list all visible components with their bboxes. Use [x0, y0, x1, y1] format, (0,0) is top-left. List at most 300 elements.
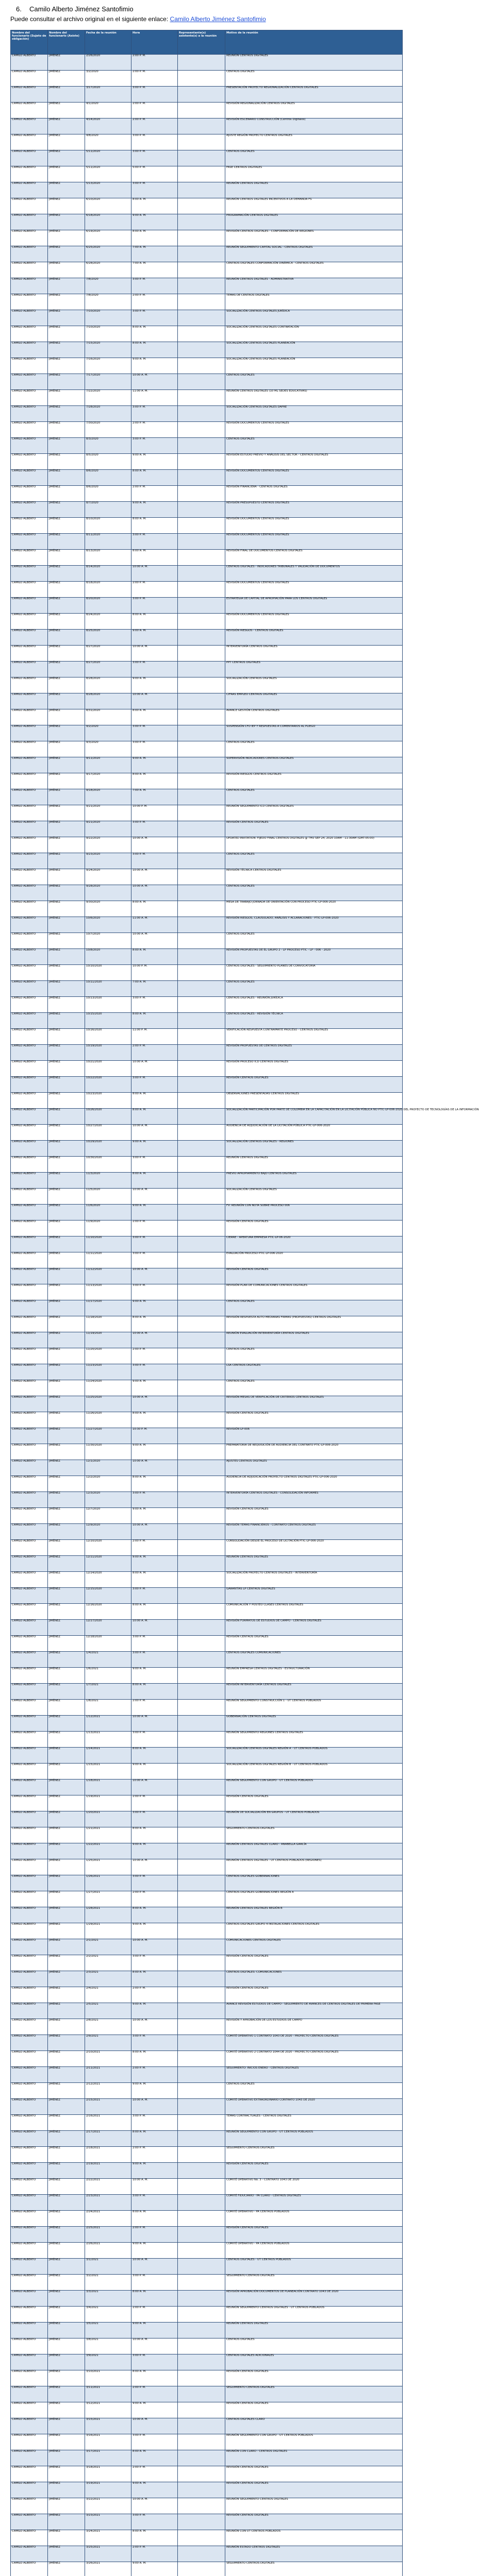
cell-time: 2:00 P. M.	[131, 118, 178, 134]
cell-date: 2/17/2021	[85, 2131, 131, 2147]
cell-attendee: JIMÉNEZ	[48, 502, 85, 518]
cell-reason: PREVIO APROPIAMIENTO BAJO CENTROS DIGITALES	[225, 1173, 403, 1189]
cell-reason: REUNIÓN CENTROS DIGITALES	[225, 1556, 403, 1572]
cell-official: CAMILO ALBERTO	[11, 725, 48, 741]
cell-date: 3/9/2021	[85, 2354, 131, 2370]
cell-reason: REUNIÓN CENTROS DIGITALES INCENTIVOS A LA DEMANDA FS	[225, 198, 403, 214]
cell-attendee: JIMÉNEZ	[48, 1332, 85, 1348]
cell-representatives	[178, 2562, 225, 2576]
cell-time: 8:00 A. M.	[131, 326, 178, 342]
cell-official: CAMILO ALBERTO	[11, 1875, 48, 1891]
cell-attendee: JIMÉNEZ	[48, 486, 85, 502]
cell-attendee: JIMÉNEZ	[48, 1891, 85, 1907]
cell-reason: REVISIÓN PROCESO ICD CENTROS DIGITALES	[225, 1061, 403, 1077]
cell-reason: REVISIÓN ESCENARIO CONSTRUCCIÓN (Centros Digitales)	[225, 118, 403, 134]
cell-time: 10:00 A. M.	[131, 1332, 178, 1348]
table-row	[11, 294, 403, 310]
cell-official: CAMILO ALBERTO	[11, 1668, 48, 1684]
cell-reason: CENTROS DIGITALES	[225, 933, 403, 949]
cell-reason: SOCIALIZACIÓN CENTROS DIGITALES REGIÓN A - UT CENTROS POBLADOS	[225, 1748, 403, 1764]
cell-date: 11/23/2020	[85, 1364, 131, 1380]
cell-reason: CENTROS DIGITALES	[225, 885, 403, 901]
cell-official: CAMILO ALBERTO	[11, 1444, 48, 1460]
cell-representatives	[178, 1620, 225, 1636]
cell-reason: REVISIÓN PRESUPUESTO CENTROS DIGITALES	[225, 502, 403, 518]
cell-attendee: JIMÉNEZ	[48, 646, 85, 662]
cell-official: CAMILO ALBERTO	[11, 1811, 48, 1827]
cell-date: 2/5/2021	[85, 2003, 131, 2019]
cell-official: CAMILO ALBERTO	[11, 1348, 48, 1364]
cell-representatives	[178, 2418, 225, 2434]
table-row	[11, 2147, 403, 2163]
cell-reason: REUNIÓN SEGUIMIENTO CONSTRUCCIÓN 1 - UT CENTROS POBLADOS	[225, 1700, 403, 1716]
cell-official: CAMILO ALBERTO	[11, 1955, 48, 1971]
cell-representatives	[178, 1524, 225, 1540]
cell-representatives	[178, 614, 225, 630]
cell-representatives	[178, 1141, 225, 1157]
table-row	[11, 1923, 403, 1939]
cell-reason: CENTROS DIGITALES	[225, 853, 403, 869]
cell-date: 11/5/2020	[85, 1189, 131, 1205]
cell-time: 2:00 P. M.	[131, 1795, 178, 1811]
table-row	[11, 1332, 403, 1348]
cell-attendee: JIMÉNEZ	[48, 773, 85, 789]
cell-reason: CENTROS DIGITALES	[225, 150, 403, 166]
table-row	[11, 885, 403, 901]
cell-official: CAMILO ALBERTO	[11, 2019, 48, 2035]
table-row	[11, 118, 403, 134]
cell-date: 12/11/2020	[85, 1556, 131, 1572]
cell-attendee: JIMÉNEZ	[48, 2035, 85, 2051]
cell-reason: COMITÉ OPERATIVO - PA CENTROS POBLADOS	[225, 2211, 403, 2227]
cell-time: 9:00 A. M.	[131, 1444, 178, 1460]
cell-representatives	[178, 1891, 225, 1907]
cell-time: 8:00 A. M.	[131, 1684, 178, 1700]
cell-time: 10:00 A. M.	[131, 693, 178, 709]
cell-time: 10:00 A. M.	[131, 1268, 178, 1284]
cell-attendee: JIMÉNEZ	[48, 1045, 85, 1061]
cell-date: 3/5/2021	[85, 2323, 131, 2338]
cell-official: CAMILO ALBERTO	[11, 118, 48, 134]
cell-date: 8/28/2020	[85, 693, 131, 709]
cell-time: 7:00 A. M.	[131, 246, 178, 262]
cell-representatives	[178, 1732, 225, 1748]
cell-time: 3:00 P. M.	[131, 821, 178, 837]
cell-official: CAMILO ALBERTO	[11, 1332, 48, 1348]
cell-official: CAMILO ALBERTO	[11, 2195, 48, 2211]
cell-reason: REVISIÓN FINAL DE DOCUMENTOS CENTROS DIGITALES	[225, 550, 403, 566]
cell-official: CAMILO ALBERTO	[11, 246, 48, 262]
cell-reason: PROGRAMACIÓN CENTROS DIGITALES	[225, 214, 403, 230]
table-row	[11, 1684, 403, 1700]
cell-representatives	[178, 821, 225, 837]
cell-representatives	[178, 1189, 225, 1205]
table-row	[11, 134, 403, 150]
cell-reason: CENTROS DIGITALES	[225, 2338, 403, 2354]
cell-time: 2:00 P. M.	[131, 2466, 178, 2482]
cell-date: 3/12/2021	[85, 2402, 131, 2418]
cell-attendee: JIMÉNEZ	[48, 1284, 85, 1300]
cell-attendee: JIMÉNEZ	[48, 1540, 85, 1556]
cell-date: 8/13/2020	[85, 550, 131, 566]
cell-time: 3:00 P. M.	[131, 438, 178, 454]
cell-time: 9:00 A. M.	[131, 757, 178, 773]
cell-representatives	[178, 1907, 225, 1923]
cell-official: CAMILO ALBERTO	[11, 358, 48, 374]
table-row	[11, 965, 403, 981]
cell-reason: CENTROS DIGITALES	[225, 981, 403, 997]
cell-reason: GOBERNACIÓN CENTROS DIGITALES	[225, 1716, 403, 1732]
cell-official: CAMILO ALBERTO	[11, 1652, 48, 1668]
cell-representatives	[178, 1157, 225, 1173]
cell-representatives	[178, 1684, 225, 1700]
cell-representatives	[178, 2243, 225, 2259]
cell-attendee: JIMÉNEZ	[48, 1843, 85, 1859]
cell-time: 8:00 A. M.	[131, 1476, 178, 1492]
table-row	[11, 2035, 403, 2051]
cell-time: 9:00 A. M.	[131, 677, 178, 693]
cell-attendee: JIMÉNEZ	[48, 1604, 85, 1620]
cell-official: CAMILO ALBERTO	[11, 1268, 48, 1284]
table-row	[11, 2131, 403, 2147]
table-row	[11, 1460, 403, 1476]
cell-official: CAMILO ALBERTO	[11, 1109, 48, 1125]
cell-official: CAMILO ALBERTO	[11, 837, 48, 853]
cell-time: 9:00 A. M.	[131, 1668, 178, 1684]
cell-date: 7/15/2020	[85, 342, 131, 358]
cell-attendee: JIMÉNEZ	[48, 2386, 85, 2402]
cell-time: 8:00 A. M.	[131, 1604, 178, 1620]
cell-reason: REVISIÓN RIESGOS CENTROS DIGITALES	[225, 773, 403, 789]
cell-official: CAMILO ALBERTO	[11, 2035, 48, 2051]
cell-attendee: JIMÉNEZ	[48, 997, 85, 1013]
cell-representatives	[178, 2466, 225, 2482]
cell-time: 9:00 A. M.	[131, 2482, 178, 2498]
cell-reason: REVISIÓN CENTROS DIGITALES	[225, 821, 403, 837]
cell-time: 8:00 A. M.	[131, 1907, 178, 1923]
cell-time: 3:00 P. M.	[131, 150, 178, 166]
cell-reason: OBSERVACIONES PRESENTADAS CENTROS DIGITALES	[225, 1093, 403, 1109]
cell-time: 2:00 P. M.	[131, 2227, 178, 2243]
cell-representatives	[178, 2546, 225, 2562]
cell-time: 10:00 A. M.	[131, 869, 178, 885]
cell-attendee: JIMÉNEZ	[48, 1396, 85, 1412]
intro-paragraph	[10, 15, 266, 23]
cell-attendee: JIMÉNEZ	[48, 1684, 85, 1700]
cell-attendee: JIMÉNEZ	[48, 693, 85, 709]
cell-representatives	[178, 566, 225, 582]
table-row	[11, 821, 403, 837]
table-row	[11, 646, 403, 662]
table-row	[11, 2307, 403, 2323]
cell-date: 10/6/2020	[85, 917, 131, 933]
cell-attendee: JIMÉNEZ	[48, 1524, 85, 1540]
cell-representatives	[178, 1412, 225, 1428]
cell-reason: AUDIENCIA DE ADJUDICACIÓN DE LA LICITACIÓN PÚBLICA PTIC-LP-006-2020	[225, 1125, 403, 1141]
cell-reason: REVISIÓN CENTROS DIGITALES	[225, 1077, 403, 1093]
cell-time: 10:00 A. M.	[131, 1189, 178, 1205]
cell-attendee: JIMÉNEZ	[48, 2067, 85, 2083]
cell-representatives	[178, 1029, 225, 1045]
cell-attendee: JIMÉNEZ	[48, 262, 85, 278]
table-row	[11, 1604, 403, 1620]
cell-official: CAMILO ALBERTO	[11, 1859, 48, 1875]
cell-attendee: JIMÉNEZ	[48, 2418, 85, 2434]
cell-representatives	[178, 1556, 225, 1572]
table-row	[11, 949, 403, 965]
cell-attendee: JIMÉNEZ	[48, 1508, 85, 1524]
cell-official: CAMILO ALBERTO	[11, 1125, 48, 1141]
cell-reason: SOCIALIZACIÓN PROYECTO CENTROS DIGITALES - INTERVENTORÍA	[225, 1572, 403, 1588]
cell-reason: REVISIÓN CENTROS DIGITALES	[225, 1987, 403, 2003]
cell-attendee: JIMÉNEZ	[48, 2402, 85, 2418]
cell-attendee: JIMÉNEZ	[48, 2211, 85, 2227]
cell-reason: REVISIÓN FORMATOS DE ESTUDIOS DE CAMPO - CENTROS DIGITALES	[225, 1620, 403, 1636]
cell-representatives	[178, 534, 225, 550]
cell-attendee: JIMÉNEZ	[48, 2354, 85, 2370]
cell-time: 9:00 A. M.	[131, 214, 178, 230]
table-row	[11, 1572, 403, 1588]
table-row	[11, 2211, 403, 2227]
cell-reason: REVISIÓN REGIONALIZACIÓN CENTROS DIGITALES	[225, 103, 403, 118]
cell-reason: SOCIALIZACIÓN CENTROS DIGITALES CONTRATACIÓN	[225, 326, 403, 342]
cell-date: 8/24/2020	[85, 614, 131, 630]
cell-official: CAMILO ALBERTO	[11, 470, 48, 486]
cell-date: 12/14/2020	[85, 1572, 131, 1588]
cell-date: 8/6/2020	[85, 470, 131, 486]
table-row	[11, 693, 403, 709]
cell-representatives	[178, 1380, 225, 1396]
cell-time: 3:00 P. M.	[131, 1875, 178, 1891]
cell-time: 3:00 P. M.	[131, 2434, 178, 2450]
cell-reason: SEGUIMIENTO CENTROS DIGITALES	[225, 2386, 403, 2402]
cell-representatives	[178, 518, 225, 534]
cell-reason: SEGUIMIENTO CENTROS DIGITALES	[225, 2275, 403, 2291]
cell-official: CAMILO ALBERTO	[11, 2003, 48, 2019]
cell-attendee: JIMÉNEZ	[48, 2259, 85, 2275]
cell-time: 3:00 P. M.	[131, 1492, 178, 1508]
cell-attendee: JIMÉNEZ	[48, 2482, 85, 2498]
table-row	[11, 2338, 403, 2354]
cell-representatives	[178, 71, 225, 87]
cell-attendee: JIMÉNEZ	[48, 965, 85, 981]
cell-time: 2:00 P. M.	[131, 1221, 178, 1236]
cell-representatives	[178, 981, 225, 997]
cell-representatives	[178, 2083, 225, 2099]
cell-date: 3/2/2020	[85, 71, 131, 87]
cell-time: 8:00 A. M.	[131, 2530, 178, 2546]
cell-attendee: JIMÉNEZ	[48, 2323, 85, 2338]
cell-attendee: JIMÉNEZ	[48, 709, 85, 725]
cell-time: 10:00 A. M.	[131, 2179, 178, 2195]
cell-representatives	[178, 55, 225, 71]
cell-official: CAMILO ALBERTO	[11, 1588, 48, 1604]
cell-reason: CONSOLIDACIÓN DESDE EL PROCESO DE LICITACIÓN PTIC-LP-006-2020	[225, 1540, 403, 1556]
cell-date: 8/27/2020	[85, 646, 131, 662]
table-row	[11, 1396, 403, 1412]
cell-representatives	[178, 885, 225, 901]
cell-representatives	[178, 1923, 225, 1939]
cell-attendee: JIMÉNEZ	[48, 821, 85, 837]
cell-date: 1/4/2021	[85, 1652, 131, 1668]
cell-representatives	[178, 2211, 225, 2227]
table-row	[11, 805, 403, 821]
cell-reason: CENTROS DIGITALES GOBERNACIONES REGIÓN A	[225, 1891, 403, 1907]
cell-attendee: JIMÉNEZ	[48, 2147, 85, 2163]
cell-representatives	[178, 438, 225, 454]
cell-attendee: JIMÉNEZ	[48, 230, 85, 246]
cell-date: 3/3/2021	[85, 2291, 131, 2307]
cell-attendee: JIMÉNEZ	[48, 1141, 85, 1157]
cell-attendee: JIMÉNEZ	[48, 1077, 85, 1093]
header-cell-time: Hora	[131, 30, 178, 55]
cell-reason: COMITÉ OPERATIVO 1 CONTRATO 1043 DE 2020 - PROYECTO CENTROS DIGITALES	[225, 2035, 403, 2051]
table-row	[11, 1540, 403, 1556]
cell-official: CAMILO ALBERTO	[11, 566, 48, 582]
cell-attendee: JIMÉNEZ	[48, 1716, 85, 1732]
cell-date: 3/25/2021	[85, 2546, 131, 2562]
cell-time: 10:00 A. M.	[131, 2259, 178, 2275]
cell-reason: CENTROS DIGITALES	[225, 438, 403, 454]
cell-attendee: JIMÉNEZ	[48, 1636, 85, 1652]
table-row	[11, 1748, 403, 1764]
table-row	[11, 709, 403, 725]
table-row	[11, 837, 403, 853]
cell-official: CAMILO ALBERTO	[11, 71, 48, 87]
cell-representatives	[178, 2227, 225, 2243]
cell-time: 10:00 A. M.	[131, 837, 178, 853]
cell-date: 1/7/2021	[85, 1684, 131, 1700]
cell-representatives	[178, 1652, 225, 1668]
cell-official: CAMILO ALBERTO	[11, 1508, 48, 1524]
cell-date: 9/24/2020	[85, 869, 131, 885]
cell-attendee: JIMÉNEZ	[48, 2530, 85, 2546]
cell-time: 10:00 A. M.	[131, 1716, 178, 1732]
cell-date: 10/19/2020	[85, 1045, 131, 1061]
original-file-link[interactable]: Camilo Alberto Jiménez Santofimio	[170, 15, 266, 23]
cell-official: CAMILO ALBERTO	[11, 2466, 48, 2482]
table-row	[11, 1300, 403, 1316]
cell-official: CAMILO ALBERTO	[11, 1684, 48, 1700]
cell-date: 7/10/2020	[85, 310, 131, 326]
table-row	[11, 2546, 403, 2562]
cell-attendee: JIMÉNEZ	[48, 1572, 85, 1588]
cell-representatives	[178, 1955, 225, 1971]
cell-reason: REVISIÓN CENTROS DIGITALES	[225, 2370, 403, 2386]
table-row	[11, 1029, 403, 1045]
cell-reason: REVISIÓN CENTROS DIGITALES	[225, 2466, 403, 2482]
cell-date: 11/12/2020	[85, 1268, 131, 1284]
table-row	[11, 1907, 403, 1923]
cell-official: CAMILO ALBERTO	[11, 310, 48, 326]
cell-official: CAMILO ALBERTO	[11, 885, 48, 901]
cell-representatives	[178, 1859, 225, 1875]
cell-representatives	[178, 310, 225, 326]
cell-reason: SOCIALIZACIÓN CENTROS DIGITALES REGIÓN B - UT CENTROS POBLADOS	[225, 1764, 403, 1780]
cell-reason: CENTROS DIGITALES	[225, 1380, 403, 1396]
meetings-table	[10, 30, 479, 2576]
cell-time: 2:00 P. M.	[131, 2067, 178, 2083]
cell-attendee: JIMÉNEZ	[48, 2498, 85, 2514]
cell-time: 2:00 P. M.	[131, 2147, 178, 2163]
cell-reason: REUNIÓN CENTROS DIGITALES - ADMINISTRATIVA	[225, 278, 403, 294]
table-row	[11, 1700, 403, 1716]
cell-attendee: JIMÉNEZ	[48, 901, 85, 917]
cell-time: 10:00 A. M.	[131, 2019, 178, 2035]
cell-representatives	[178, 1460, 225, 1476]
cell-official: CAMILO ALBERTO	[11, 1604, 48, 1620]
cell-official: CAMILO ALBERTO	[11, 2370, 48, 2386]
cell-time: 9:00 A. M.	[131, 1205, 178, 1221]
cell-representatives	[178, 1987, 225, 2003]
cell-official: CAMILO ALBERTO	[11, 821, 48, 837]
table-row	[11, 438, 403, 454]
cell-date: 7/10/2020	[85, 326, 131, 342]
cell-reason: REUNIÓN CENTROS DIGITALES - UT CENTROS POBLADOS (REGIONES)	[225, 1859, 403, 1875]
cell-time: 3:00 P. M.	[131, 997, 178, 1013]
cell-date: 3/19/2021	[85, 2482, 131, 2498]
table-row	[11, 1668, 403, 1684]
cell-official: CAMILO ALBERTO	[11, 709, 48, 725]
cell-official: CAMILO ALBERTO	[11, 1620, 48, 1636]
cell-reason: AJUSTE REGIÓN PROYECTO CENTROS DIGITALES	[225, 134, 403, 150]
cell-date: 3/1/2021	[85, 2259, 131, 2275]
cell-time: 2:00 P. M.	[131, 1348, 178, 1364]
cell-date: 1/18/2021	[85, 1780, 131, 1795]
cell-official: CAMILO ALBERTO	[11, 262, 48, 278]
table-row	[11, 981, 403, 997]
cell-official: CAMILO ALBERTO	[11, 2051, 48, 2067]
table-row	[11, 1716, 403, 1732]
cell-reason: COMUNICACIÓN Y POSTEO CLASES CENTROS DIGITALES	[225, 1604, 403, 1620]
cell-time: 8:00 A. M.	[131, 550, 178, 566]
cell-official: CAMILO ALBERTO	[11, 1923, 48, 1939]
cell-official: CAMILO ALBERTO	[11, 1252, 48, 1268]
cell-representatives	[178, 949, 225, 965]
cell-representatives	[178, 677, 225, 693]
cell-official: CAMILO ALBERTO	[11, 2275, 48, 2291]
cell-time: 10:00 P. M.	[131, 965, 178, 981]
cell-attendee: JIMÉNEZ	[48, 2307, 85, 2323]
cell-official: CAMILO ALBERTO	[11, 1716, 48, 1732]
table-row	[11, 326, 403, 342]
table-row	[11, 2354, 403, 2370]
cell-time: 2:00 P. M.	[131, 2546, 178, 2562]
cell-attendee: JIMÉNEZ	[48, 2546, 85, 2562]
cell-official: CAMILO ALBERTO	[11, 662, 48, 677]
cell-date: 12/16/2020	[85, 1604, 131, 1620]
cell-official: CAMILO ALBERTO	[11, 486, 48, 502]
cell-representatives	[178, 1668, 225, 1684]
cell-date: 12/17/2020	[85, 1620, 131, 1636]
cell-representatives	[178, 933, 225, 949]
table-row	[11, 1252, 403, 1268]
cell-attendee: JIMÉNEZ	[48, 1971, 85, 1987]
cell-official: CAMILO ALBERTO	[11, 1987, 48, 2003]
cell-reason: REVISIÓN MESAS DE VERIFICACIÓN DE CRITERIOS CENTROS DIGITALES	[225, 1396, 403, 1412]
cell-representatives	[178, 1700, 225, 1716]
cell-reason: CIFRAS EMPLEO CENTROS DIGITALES	[225, 693, 403, 709]
cell-date: 4/14/2020	[85, 118, 131, 134]
cell-attendee: JIMÉNEZ	[48, 534, 85, 550]
cell-time: 10:00 A. M.	[131, 2498, 178, 2514]
cell-date: 3/15/2021	[85, 2418, 131, 2434]
cell-representatives	[178, 2067, 225, 2083]
cell-time: 8:00 A. M.	[131, 901, 178, 917]
cell-representatives	[178, 1588, 225, 1604]
table-row	[11, 1141, 403, 1157]
cell-time: 10:00 A. M.	[131, 1061, 178, 1077]
